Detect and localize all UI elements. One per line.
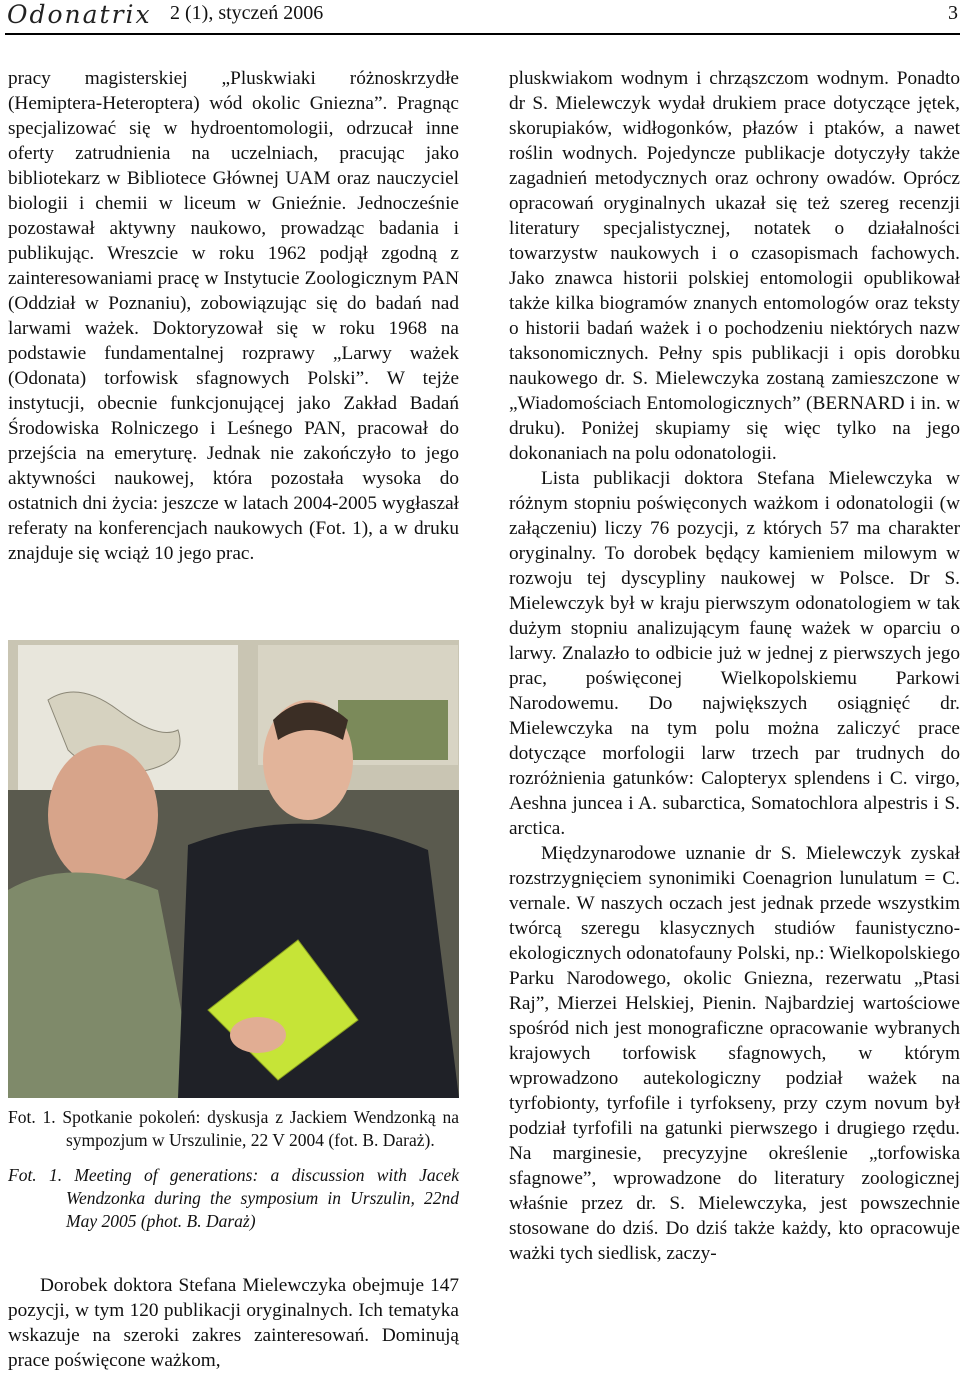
right-paragraph-2: Lista publikacji doktora Stefana Mielewczyka w różnym stopniu poświęconych ważkom i odonatologii (w załączeniu) liczy 76 pozycji, z których 57 ma charakter oryginalny. To dorobek będący kamieniem milowym w rozwoju tej dyscypliny naukowej w Polsce. Dr S. Mielewczyk był w kraju pierwszym odonatologiem w tak dużym stopniu analizującym faunę ważek w oparciu o larwy. Znalazło to odbicie już w jednej z pierwszych jego prac, poświęconej Wielkopolskiemu Parkowi Narodowemu. Do największych osiągnięć dr. Mielewczyka na tym polu można zaliczyć prace dotyczące morfologii larw trzech par trudnych do rozróżnienia gatunków: Calopteryx splendens i C. virgo, Aeshna juncea i A. subarctica, Somatochlora alpestris i S. arctica. — [509, 468, 960, 839]
right-paragraph-3: Międzynarodowe uznanie dr S. Mielewczyk zyskał rozstrzygnięciem synonimiki Coenagrion lunulatum = C. vernale. W naszych oczach jest jednak przede wszystkim twórcą szeregu klasycznych studiów faunistyczno-ekologicznych odonatofauny Polski, np.: Wielkopolskiego Parku Narodowego, okolic Gniezna, rezerwatu „Ptasi Raj”, Mierzei Helskiej, Pienin. Najbardziej wartościowe spośród nich jest monograficzne opracowanie wybranych krajowych torfowisk sfagnowych, w którym wprowadzono autekologiczny podział ważek na tyrfobionty, tyrfofile i tyrfokseny, przy czym novum był podział tyrfofili na gatunki pierwszego i drugiego rzędu. Na marginesie, precyzyjne określenie „torfowiska sfagnowe”, wprowadzone do literatury zoologicznej właśnie przez dr. S. Mielewczyka, jest powszechnie stosowane do dziś. Do dziś także każdy, kto opracowuje ważki tych siedlisk, zaczy- — [509, 843, 960, 1264]
caption-english: Fot. 1. Meeting of generations: a discussion with Jacek Wendzonka during the symposium in Urszulin, 22nd May 2005 (phot. B. Daraż) — [8, 1165, 459, 1231]
right-paragraph-1: pluskwiakom wodnym i chrząszczom wodnym. Ponadto dr S. Mielewczyk wydał drukiem prace dotyczące jętek, skorupiaków, widłogonków, płazów i ptaków, a nawet roślin wodnych. Pojedyncze publikacje dotyczyły także zagadnień metodycznych oraz ochrony owadów. Oprócz opracowań oryginalnych ukazał się też szereg recenzji literatury specjalistycznej, notatek o działalności towarzystw naukowych i o czasopismach fachowych. Jako znawca historii polskiej entomologii opublikował także kilka biogramów znanych entomologów oraz teksty o historii badań ważek i o pochodzeniu niektórych nazw taksonomicznych. Pełny spis publikacji i opis dorobku naukowego dr. S. Mielewczyka zostaną zamieszczone w „Wiadomościach Entomologicznych” (BERNARD i in. w druku). Poniżej skupiamy się więc tylko na jego dokonaniach na polu odonatologii. — [509, 68, 960, 464]
photo-illustration — [8, 640, 459, 1098]
left-column — [8, 66, 459, 566]
page-number: 3 — [948, 2, 958, 24]
left-paragraph-1: pracy magisterskiej „Pluskwiaki różnoskrzydłe (Hemiptera-Heteroptera) wód okolic Gniezna”. Pragnąc specjalizować się w hydroentomologii, odrzucał inne oferty zatrudnienia na uczelniach, pracując jako bibliotekarz w Bibliotece Głównej UAM oraz nauczyciel biologii i chemii w liceum w Gnieźnie. Jednocześnie pozostawał aktywny naukowo, prowadząc badania i publikując. Wreszcie w roku 1962 podjął zgodną z zainteresowaniami pracę w Instytucie Zoologicznym PAN (Oddział w Poznaniu), zobowiązując się do badań nad larwami ważek. Doktoryzował się w roku 1968 na podstawie fundamentalnej rozprawy „Larwy ważek (Odonata) torfowisk sfagnowych Polski”. W tejże instytucji, obecnie funkcjonującej jako Zakład Badań Środowiska Rolniczego i Leśnego PAN, pracował do przejścia na emeryturę. Jednak nie zakończyło to jego aktywności naukowej, która pozostała wysoka do ostatnich dni życia: jeszcze w latach 2004-2005 wygłaszał referaty na konferencjach naukowych (Fot. 1), a w druku znajduje się wciąż 10 jego prac. — [8, 68, 459, 564]
right-column — [509, 66, 960, 1266]
journal-title: Odonatrix — [7, 0, 152, 29]
header-rule — [5, 33, 960, 35]
page-header — [0, 0, 960, 30]
photo-meeting-of-generations — [8, 640, 459, 1098]
left-bottom-paragraph: Dorobek doktora Stefana Mielewczyka obejmuje 147 pozycji, w tym 120 publikacji oryginalnych. Ich tematyka wskazuje na szeroki zakres zainteresowań. Dominują prace poświęcone ważkom, — [8, 1275, 459, 1371]
figure-caption — [8, 1106, 459, 1245]
caption-polish: Fot. 1. Spotkanie pokoleń: dyskusja z Jackiem Wendzonką na sympozjum w Urszulinie, 22 V 2004 (fot. B. Daraż). — [8, 1107, 459, 1150]
issue-info: 2 (1), styczeń 2006 — [170, 2, 324, 24]
